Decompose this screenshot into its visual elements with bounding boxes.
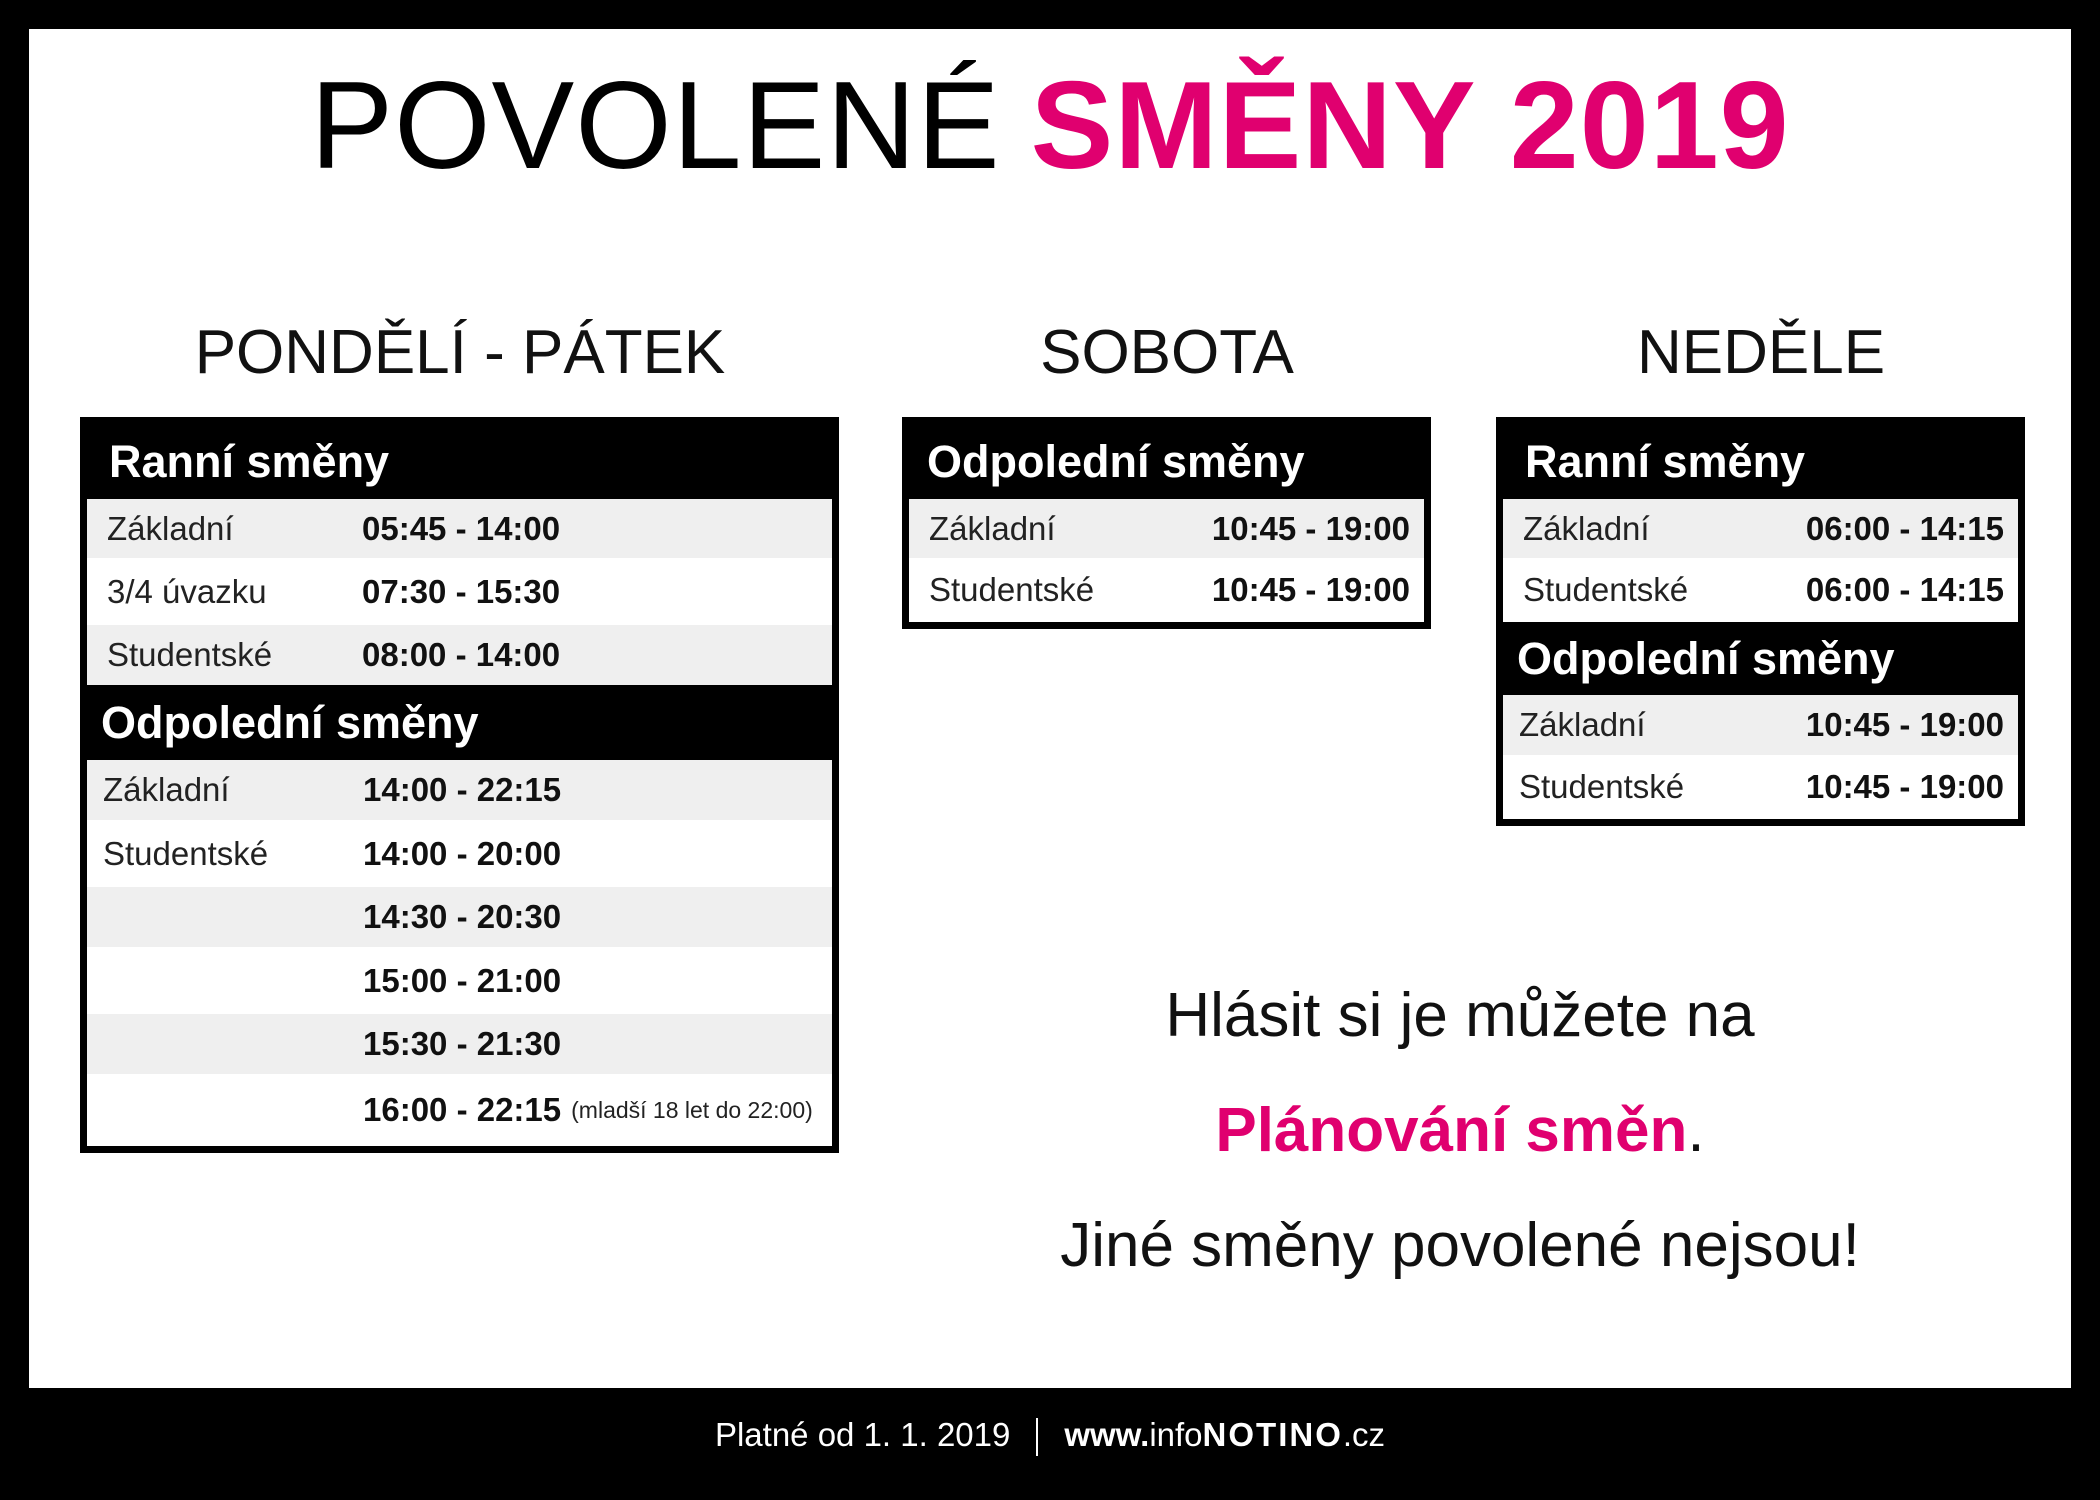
- weekday-afternoon-heading: Odpolední směny: [87, 685, 832, 760]
- message-line-2: [960, 1096, 1960, 1165]
- footer: [0, 1418, 2100, 1456]
- table-row: [1503, 695, 2018, 755]
- title-light: POVOLENÉ: [310, 57, 1001, 195]
- footer-url[interactable]: [1064, 1416, 1385, 1453]
- row-time: 15:00 - 21:00: [363, 961, 562, 999]
- table-row: [1503, 499, 2018, 558]
- weekday-morning-heading: Ranní směny: [87, 424, 832, 499]
- message-line-1: Hlásit si je můžete na: [1165, 981, 1755, 1050]
- row-label: Základní: [1523, 509, 1650, 547]
- row-label: Studentské: [1523, 571, 1689, 608]
- sunday-table: [1496, 417, 2025, 826]
- row-time: 10:45 - 19:00: [1211, 571, 1410, 608]
- row-label: Studentské: [107, 636, 273, 673]
- table-row: [1503, 558, 2018, 622]
- row-time: 06:00 - 14:15: [1805, 509, 2004, 547]
- row-label: Základní: [1519, 706, 1646, 743]
- weekday-morning-rows: [87, 499, 832, 685]
- page-title: [0, 57, 2100, 195]
- weekday-afternoon-rows: [87, 760, 832, 1146]
- row-label: Základní: [107, 509, 234, 547]
- row-label: Studentské: [103, 834, 269, 872]
- saturday-afternoon-rows: [909, 499, 1424, 622]
- row-note: (mladší 18 let do 22:00): [571, 1096, 813, 1123]
- row-time: 05:45 - 14:00: [362, 509, 561, 547]
- row-time: 07:30 - 15:30: [362, 572, 561, 610]
- sunday-afternoon-heading: Odpolední směny: [1503, 622, 2018, 695]
- title-accent: SMĚNY 2019: [1030, 57, 1790, 195]
- planning-link[interactable]: Plánování směn: [1215, 1096, 1688, 1165]
- table-row: [87, 820, 832, 887]
- table-row: [87, 947, 832, 1014]
- row-time: 06:00 - 14:15: [1805, 571, 2004, 608]
- row-time: 14:00 - 20:00: [363, 834, 562, 872]
- row-label: Základní: [929, 509, 1056, 547]
- url-info: info: [1149, 1416, 1203, 1453]
- row-label: Studentské: [929, 571, 1095, 608]
- url-prefix: www.: [1064, 1416, 1150, 1453]
- row-time: 08:00 - 14:00: [362, 636, 561, 673]
- sunday-afternoon-rows: [1503, 695, 2018, 819]
- table-row: [1503, 755, 2018, 819]
- sunday-morning-heading: Ranní směny: [1503, 424, 2018, 499]
- table-row: [87, 760, 832, 820]
- row-time: 10:45 - 19:00: [1211, 509, 1410, 547]
- message-line-3: Jiné směny povolené nejsou!: [1060, 1211, 1860, 1280]
- footer-divider: [1036, 1418, 1038, 1456]
- table-row: [87, 499, 832, 558]
- row-label: 3/4 úvazku: [107, 572, 267, 610]
- table-row: [909, 558, 1424, 622]
- message-line-2-end: .: [1687, 1096, 1705, 1165]
- row-time: 16:00 - 22:15: [363, 1091, 562, 1128]
- url-brand: NOTINO: [1202, 1416, 1343, 1453]
- row-time: 10:45 - 19:00: [1805, 768, 2004, 805]
- table-row: [87, 1074, 832, 1146]
- table-row: [87, 887, 832, 947]
- table-row: [909, 499, 1424, 558]
- saturday-heading: SOBOTA: [1040, 318, 1294, 387]
- table-row: [87, 1014, 832, 1074]
- weekday-table: [80, 417, 839, 1153]
- table-row: [87, 558, 832, 625]
- sunday-morning-rows: [1503, 499, 2018, 622]
- sunday-heading: NEDĚLE: [1636, 318, 1886, 387]
- table-row: [87, 625, 832, 685]
- row-time: 10:45 - 19:00: [1805, 706, 2004, 743]
- weekday-heading: PONDĚLÍ - PÁTEK: [194, 318, 726, 387]
- row-label: Základní: [103, 771, 230, 808]
- row-time: 15:30 - 21:30: [363, 1025, 562, 1062]
- row-time: 14:30 - 20:30: [363, 898, 562, 935]
- valid-from: Platné od 1. 1. 2019: [714, 1416, 1011, 1453]
- row-label: Studentské: [1519, 768, 1685, 805]
- saturday-afternoon-heading: Odpolední směny: [909, 424, 1424, 499]
- saturday-table: [902, 417, 1431, 629]
- row-time: 14:00 - 22:15: [363, 771, 562, 808]
- url-suffix: .cz: [1342, 1416, 1386, 1453]
